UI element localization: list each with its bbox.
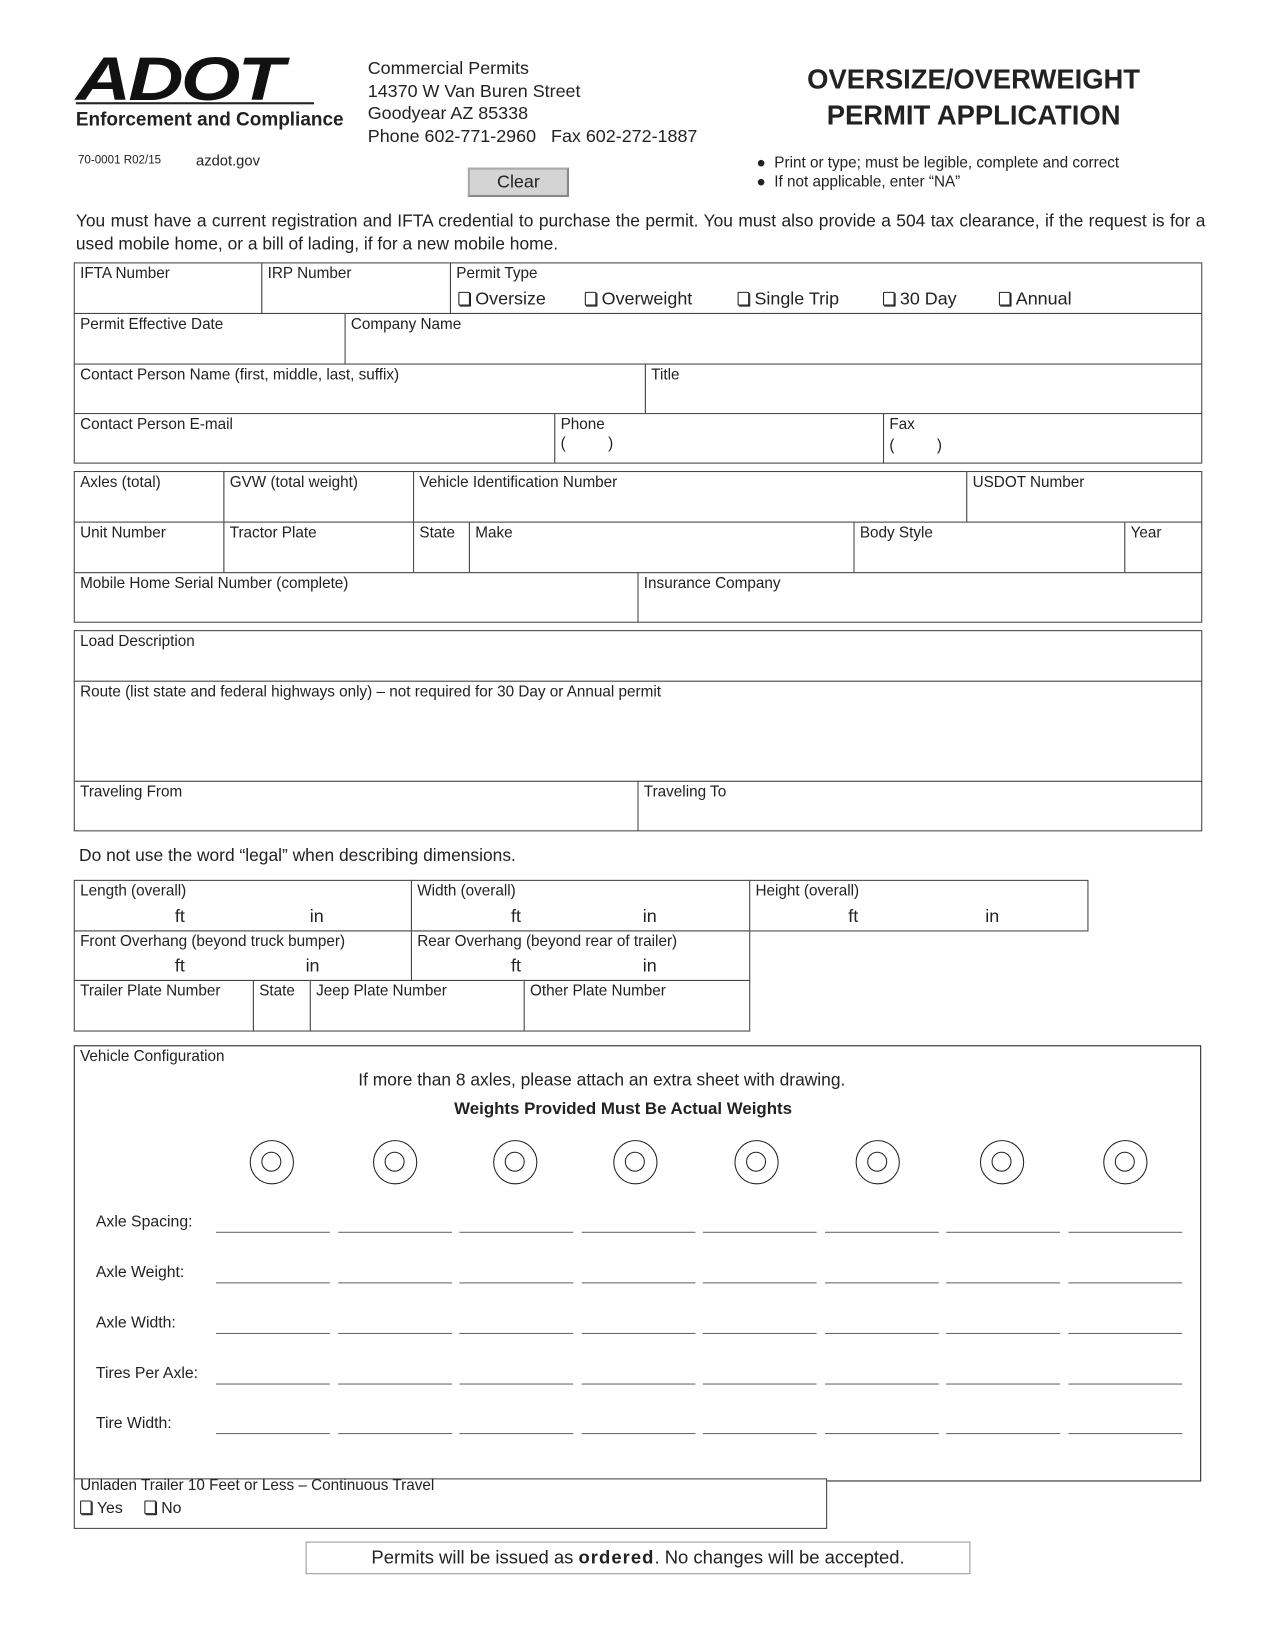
make-field[interactable]: Make (469, 522, 855, 574)
form-id: 70-0001 R02/15 (77, 153, 162, 167)
axle-value-input[interactable] (459, 1384, 573, 1385)
intro-text: You must have a current registration and IFTA credential to purchase the permit. You must also provide a 504 tax clearance, if the request is for a used mobile home, or a bill of lading, if for a new mobile home. (75, 211, 1206, 254)
ifta-number-field[interactable]: IFTA Number (74, 262, 263, 314)
axle-value-input[interactable] (459, 1333, 573, 1334)
state-field[interactable]: State (413, 522, 470, 574)
irp-number-field[interactable]: IRP Number (261, 262, 451, 314)
email-field[interactable]: Contact Person E-mail (74, 413, 556, 464)
checkbox-icon (80, 1500, 92, 1514)
traveling-to-field[interactable]: Traveling To (637, 781, 1202, 832)
axle-value-input[interactable] (216, 1232, 330, 1233)
axle-hub-icon (385, 1152, 405, 1172)
axle-wheel-icon (613, 1140, 657, 1184)
axle-value-input[interactable] (703, 1433, 817, 1434)
axle-value-input[interactable] (946, 1433, 1060, 1434)
tractor-plate-field[interactable]: Tractor Plate (223, 522, 414, 574)
axle-wheel-icon (856, 1140, 900, 1184)
axle-value-input[interactable] (1068, 1433, 1182, 1434)
checkbox-annual[interactable]: Annual (999, 289, 1072, 310)
axles-field[interactable]: Axles (total) (74, 471, 225, 523)
axle-hub-icon (746, 1152, 766, 1172)
config-note: If more than 8 axles, please attach an extra sheet with drawing. (358, 1070, 846, 1090)
route-field[interactable]: Route (list state and federal highways only) – not required for 30 Day or Annual permit (74, 681, 1203, 782)
checkbox-icon (738, 292, 750, 306)
axle-value-input[interactable] (582, 1433, 696, 1434)
height-field[interactable]: Height (overall) ft in (749, 880, 1088, 932)
checkbox-no[interactable]: No (144, 1499, 181, 1517)
axle-hub-icon (867, 1152, 887, 1172)
checkbox-30-day[interactable]: 30 Day (883, 289, 957, 310)
axle-value-input[interactable] (703, 1333, 817, 1334)
axle-wheel-icon (493, 1140, 537, 1184)
axle-value-input[interactable] (703, 1282, 817, 1283)
vin-field[interactable]: Vehicle Identification Number (413, 471, 967, 523)
unit-number-field[interactable]: Unit Number (74, 522, 225, 574)
checkbox-icon (883, 292, 895, 306)
axle-value-input[interactable] (703, 1384, 817, 1385)
axle-value-input[interactable] (582, 1232, 696, 1233)
dimensions-note: Do not use the word “legal” when describing dimensions. (79, 846, 516, 866)
axle-value-input[interactable] (1068, 1333, 1182, 1334)
axle-value-input[interactable] (1068, 1282, 1182, 1283)
phone-field[interactable]: Phone ( ) (554, 413, 884, 464)
axle-row-label: Axle Spacing: (95, 1212, 193, 1231)
width-field[interactable]: Width (overall) ft in (411, 880, 750, 932)
axle-value-input[interactable] (825, 1384, 939, 1385)
axle-row-label: Axle Weight: (95, 1263, 185, 1282)
axle-value-input[interactable] (582, 1282, 696, 1283)
footer-notice: Permits will be issued as ordered. No changes will be accepted. (306, 1542, 971, 1575)
config-bold-note: Weights Provided Must Be Actual Weights (454, 1100, 793, 1118)
checkbox-yes[interactable]: Yes (80, 1499, 123, 1517)
axle-wheel-icon (734, 1140, 778, 1184)
effective-date-field[interactable]: Permit Effective Date (74, 313, 346, 365)
axle-value-input[interactable] (216, 1433, 330, 1434)
axle-wheel-icon (1103, 1140, 1147, 1184)
axle-wheel-icon (250, 1140, 294, 1184)
axle-value-input[interactable] (338, 1333, 452, 1334)
axle-value-input[interactable] (459, 1232, 573, 1233)
length-field[interactable]: Length (overall) ft in (74, 880, 412, 932)
axle-value-input[interactable] (216, 1282, 330, 1283)
fax-field[interactable]: Fax ( ) (883, 413, 1202, 464)
checkbox-oversize[interactable]: Oversize (458, 289, 546, 310)
axle-value-input[interactable] (946, 1282, 1060, 1283)
trailer-plate-field[interactable]: Trailer Plate Number (74, 980, 254, 1032)
instructions: ● Print or type; must be legible, complete and correct ● If not applicable, enter “NA” (756, 154, 1120, 191)
axle-value-input[interactable] (338, 1384, 452, 1385)
rear-overhang-field[interactable]: Rear Overhang (beyond rear of trailer) ft in (411, 930, 750, 981)
mobile-serial-field[interactable]: Mobile Home Serial Number (complete) (74, 572, 639, 623)
axle-hub-icon (992, 1152, 1012, 1172)
axle-wheel-icon (373, 1140, 417, 1184)
axle-value-input[interactable] (946, 1333, 1060, 1334)
axle-hub-icon (625, 1152, 645, 1172)
website: azdot.gov (195, 151, 260, 169)
axle-value-input[interactable] (459, 1433, 573, 1434)
checkbox-single-trip[interactable]: Single Trip (738, 289, 840, 310)
contact-name-field[interactable]: Contact Person Name (first, middle, last, suffix) (74, 364, 646, 415)
axle-row-label: Axle Width: (95, 1313, 176, 1332)
load-description-field[interactable]: Load Description (74, 630, 1203, 682)
axle-hub-icon (505, 1152, 525, 1172)
axle-value-input[interactable] (338, 1282, 452, 1283)
axle-value-input[interactable] (582, 1333, 696, 1334)
axle-value-input[interactable] (216, 1384, 330, 1385)
axle-value-input[interactable] (825, 1333, 939, 1334)
vehicle-configuration-section: Vehicle Configuration (74, 1045, 1201, 1481)
axle-value-input[interactable] (582, 1384, 696, 1385)
checkbox-icon (144, 1500, 156, 1514)
title-field[interactable]: Title (645, 364, 1202, 415)
insurance-field[interactable]: Insurance Company (637, 572, 1202, 623)
axle-row-label: Tire Width: (95, 1414, 172, 1432)
traveling-from-field[interactable]: Traveling From (74, 781, 639, 832)
company-name-field[interactable]: Company Name (345, 313, 1203, 365)
axle-value-input[interactable] (825, 1282, 939, 1283)
clear-button[interactable]: Clear (468, 168, 569, 198)
checkbox-icon (585, 292, 597, 306)
page-title: OVERSIZE/OVERWEIGHT PERMIT APPLICATION (807, 63, 1141, 131)
body-style-field[interactable]: Body Style (853, 522, 1125, 574)
axle-hub-icon (1115, 1152, 1135, 1172)
axle-value-input[interactable] (1068, 1232, 1182, 1233)
other-plate-field[interactable]: Other Plate Number (524, 980, 751, 1032)
checkbox-overweight[interactable]: Overweight (585, 289, 692, 310)
checkbox-icon (999, 292, 1011, 306)
axle-hub-icon (261, 1152, 281, 1172)
axle-row-label: Tires Per Axle: (95, 1364, 199, 1383)
unladen-trailer-section: Unladen Trailer 10 Feet or Less – Continuous Travel Yes No (74, 1478, 827, 1529)
year-field[interactable]: Year (1124, 522, 1202, 574)
axle-value-input[interactable] (338, 1232, 452, 1233)
adot-logo: ADOT Enforcement and Compliance (75, 45, 344, 130)
axle-value-input[interactable] (946, 1232, 1060, 1233)
axle-wheel-icon (980, 1140, 1024, 1184)
axle-value-input[interactable] (946, 1384, 1060, 1385)
axle-value-input[interactable] (459, 1282, 573, 1283)
front-overhang-field[interactable]: Front Overhang (beyond truck bumper) ft in (74, 930, 412, 981)
address-block: Commercial Permits 14370 W Van Buren Street Goodyear AZ 85338 Phone 602-771-2960 Fax 602-272-1887 (367, 57, 698, 146)
axle-value-input[interactable] (825, 1433, 939, 1434)
jeep-plate-field[interactable]: Jeep Plate Number (310, 980, 525, 1032)
axle-value-input[interactable] (1068, 1384, 1182, 1385)
trailer-state-field[interactable]: State (253, 980, 311, 1032)
checkbox-icon (458, 292, 470, 306)
gvw-field[interactable]: GVW (total weight) (223, 471, 414, 523)
axle-value-input[interactable] (338, 1433, 452, 1434)
axle-value-input[interactable] (216, 1333, 330, 1334)
usdot-field[interactable]: USDOT Number (966, 471, 1202, 523)
axle-value-input[interactable] (825, 1232, 939, 1233)
axle-value-input[interactable] (703, 1232, 817, 1233)
permit-type-group: Permit Type (450, 262, 1202, 314)
